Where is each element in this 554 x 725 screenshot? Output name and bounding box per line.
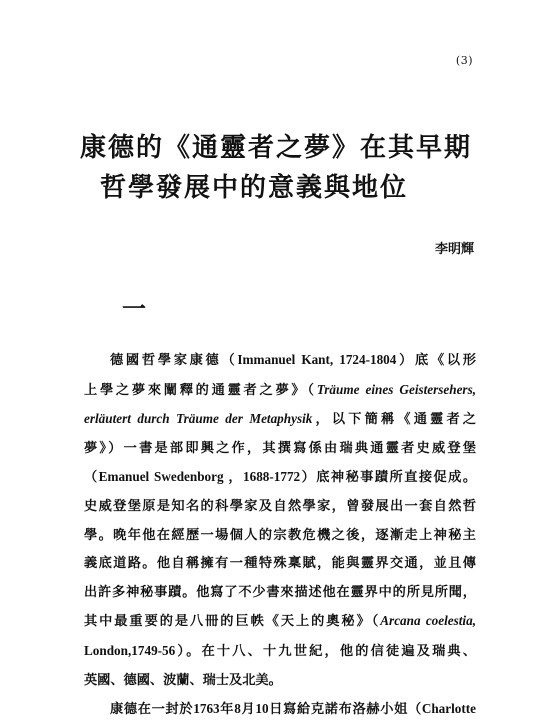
text-run: ）底神秘事蹟所直接促成。 bbox=[300, 470, 477, 486]
latin-run: Charlotte bbox=[421, 701, 477, 717]
text-run: ，以下簡稱《通靈者之 bbox=[312, 412, 476, 428]
text-line: 義底道路。他自稱擁有一種特殊稟賦，能與靈界交通，並且傳 bbox=[84, 556, 476, 572]
text-line: 夢》）一書是部即興之作，其撰寫係由瑞典通靈者史威登堡 bbox=[84, 440, 476, 456]
latin-run: 10 bbox=[255, 701, 269, 717]
text-run: 月 bbox=[240, 702, 256, 718]
text-line bbox=[84, 607, 476, 637]
text-line: 學。晚年他在經歷一場個人的宗教危機之後，逐漸走上神秘主 bbox=[84, 527, 476, 543]
latin-italic-run: erläutert durch Träume der Metaphysik bbox=[84, 411, 313, 427]
section-number: 一 bbox=[122, 294, 146, 323]
text-line bbox=[84, 376, 476, 406]
text-line bbox=[84, 346, 476, 376]
text-line bbox=[84, 405, 476, 435]
text-line: 出許多神秘事蹟。他寫了不少書來描述他在靈界中的所見所聞， bbox=[84, 584, 476, 600]
latin-run: Immanuel Kant, 1724-1804 bbox=[237, 352, 397, 367]
latin-run: 8 bbox=[234, 701, 241, 717]
text-line bbox=[84, 637, 476, 667]
paragraph-1 bbox=[84, 346, 476, 695]
text-line: 英國、德國、波蘭、瑞士及北美。 bbox=[84, 672, 282, 688]
text-line bbox=[84, 695, 476, 725]
text-line: 史威登堡原是知名的科學家及自然學家，曾發展出一套自然哲 bbox=[84, 498, 476, 514]
latin-italic-run: Arcana coelestia, bbox=[380, 613, 476, 629]
article-title bbox=[80, 128, 472, 208]
text-run: 年 bbox=[219, 702, 235, 718]
title-line-2: 哲學發展中的意義與地位 bbox=[100, 173, 409, 203]
text-run: ）。在十八、十九世紀，他的信徒遍及瑞典、 bbox=[175, 643, 476, 659]
text-run: ）底《以形 bbox=[396, 353, 476, 368]
text-run: 其中最重要的是八冊的巨帙《天上的奧秘》（ bbox=[84, 614, 381, 630]
author-name: 李明輝 bbox=[434, 242, 474, 257]
latin-italic-run: Träume eines Geistersehers, bbox=[316, 381, 476, 397]
text-run: 康德在一封於 bbox=[110, 702, 194, 718]
latin-run: Emanuel Swedenborg ，1688-1772 bbox=[98, 469, 301, 485]
text-run: 德國哲學家康德（ bbox=[110, 353, 238, 368]
text-line bbox=[84, 463, 476, 493]
text-run: 日寫給克諾布洛赫小姐（ bbox=[268, 702, 422, 718]
latin-run: 1763 bbox=[193, 701, 220, 717]
text-run: （ bbox=[84, 470, 99, 486]
text-run: 上學之夢來闡釋的通靈者之夢》（ bbox=[84, 382, 317, 398]
latin-run: London,1749-56 bbox=[84, 642, 176, 658]
title-line-1: 康德的《通靈者之夢》在其早期 bbox=[80, 133, 473, 163]
page-number: (3) bbox=[455, 54, 473, 67]
body-text bbox=[84, 346, 476, 725]
paragraph-2 bbox=[84, 695, 476, 725]
